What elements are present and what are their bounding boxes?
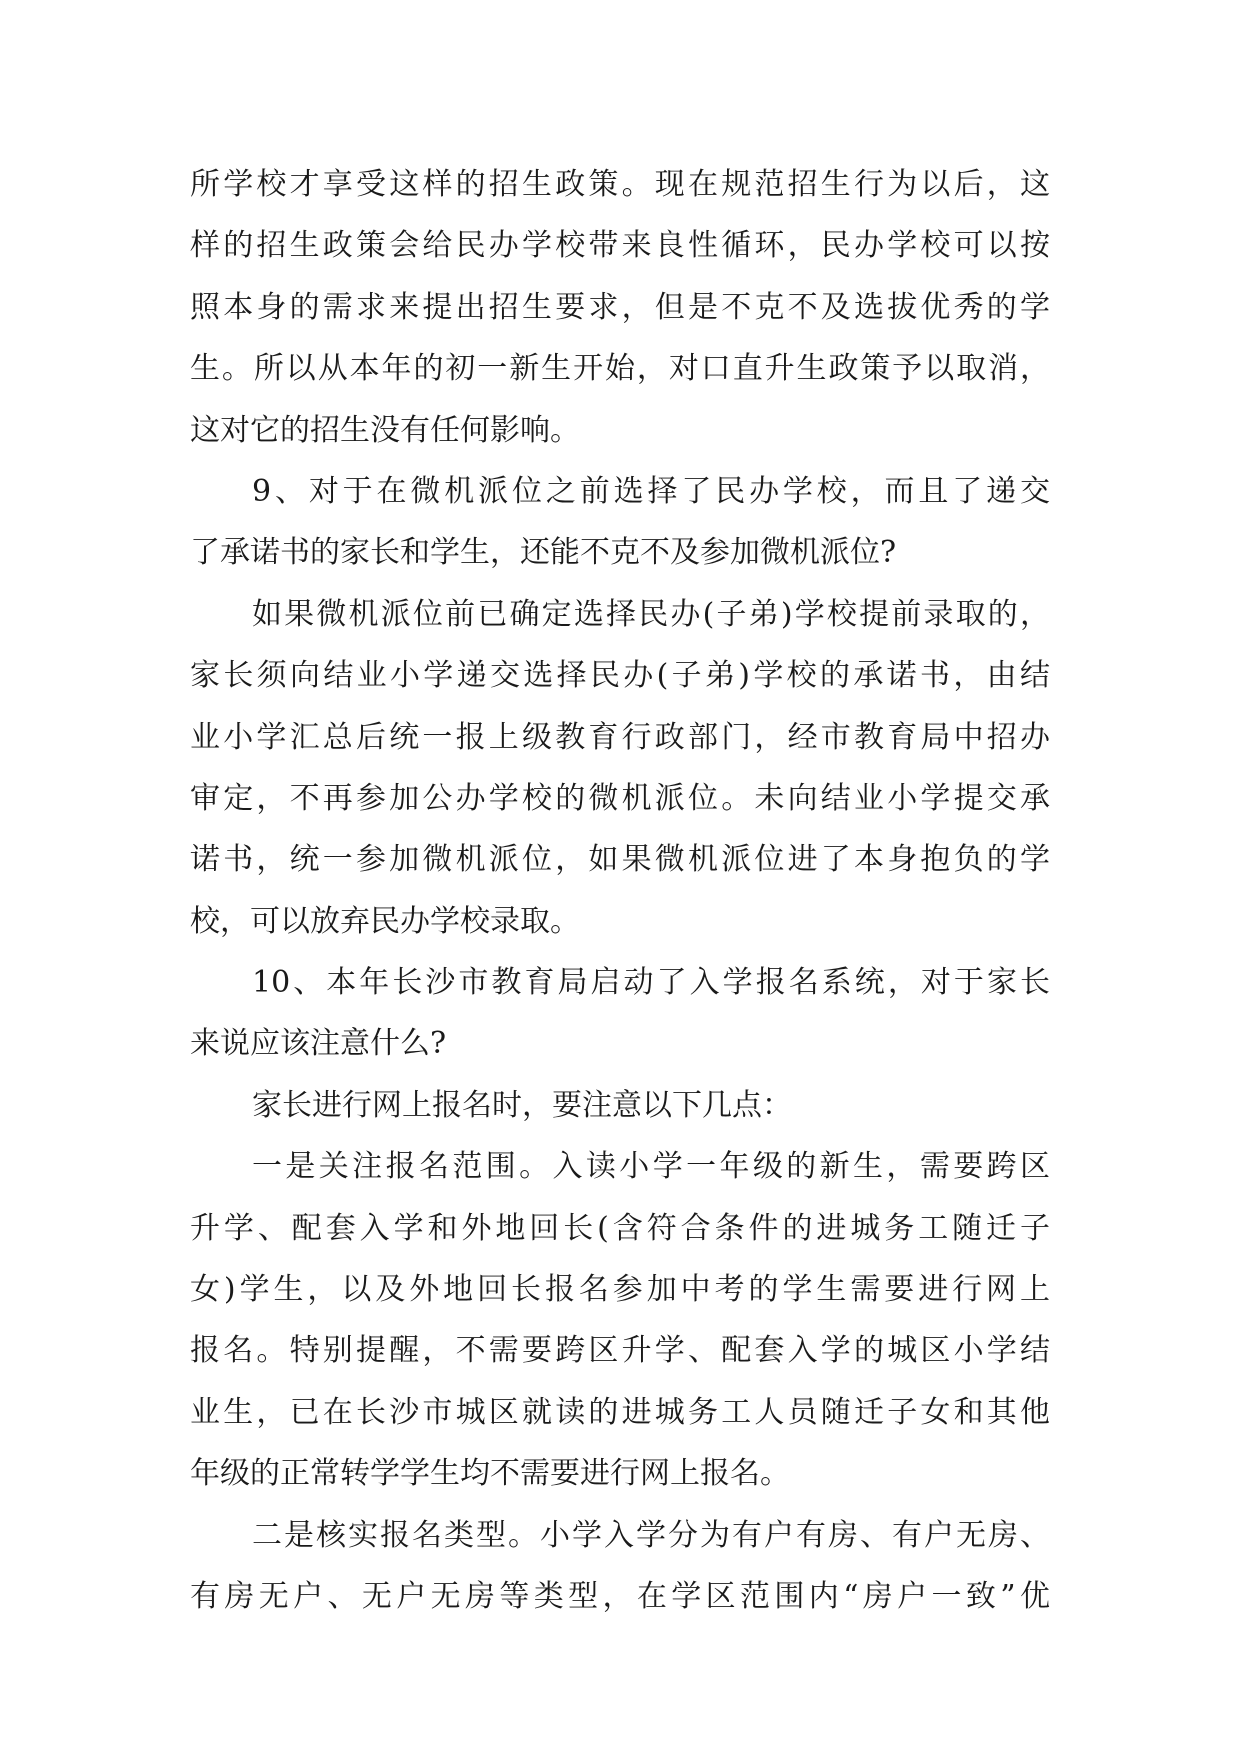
text-line: 如果微机派位前已确定选择民办(子弟)学校提前录取的，	[252, 596, 1050, 632]
body-text	[190, 154, 1050, 1627]
text-line: 女)学生，以及外地回长报名参加中考的学生需要进行网上	[190, 1272, 1050, 1308]
text-line: 二是核实报名类型。小学入学分为有户有房、有户无房、	[252, 1517, 1050, 1553]
text-line: 样的招生政策会给民办学校带来良性循环，民办学校可以按	[190, 228, 1050, 264]
text-line: 来说应该注意什么?	[190, 1026, 447, 1062]
text-line: 有房无户、无户无房等类型，在学区范围内“房户一致”优	[190, 1578, 1050, 1614]
text-line: 校，可以放弃民办学校录取。	[190, 903, 580, 939]
text-line: 家长进行网上报名时，要注意以下几点：	[252, 1087, 792, 1123]
text-line: 诺书，统一参加微机派位，如果微机派位进了本身抱负的学	[190, 842, 1050, 878]
text-line: 升学、配套入学和外地回长(含符合条件的进城务工随迁子	[190, 1210, 1050, 1246]
text-line: 业小学汇总后统一报上级教育行政部门，经市教育局中招办	[190, 719, 1050, 755]
text-line: 业生，已在长沙市城区就读的进城务工人员随迁子女和其他	[190, 1394, 1050, 1430]
text-line: 所学校才享受这样的招生政策。现在规范招生行为以后，这	[190, 167, 1050, 202]
text-line: 年级的正常转学学生均不需要进行网上报名。	[190, 1456, 790, 1492]
text-line: 了承诺书的家长和学生，还能不克不及参加微机派位?	[190, 535, 897, 571]
text-line: 9、对于在微机派位之前选择了民办学校，而且了递交	[252, 473, 1050, 509]
text-line: 报名。特别提醒，不需要跨区升学、配套入学的城区小学结	[190, 1333, 1050, 1369]
text-line: 家长须向结业小学递交选择民办(子弟)学校的承诺书，由结	[190, 658, 1050, 694]
text-line: 审定，不再参加公办学校的微机派位。未向结业小学提交承	[190, 780, 1050, 816]
text-line: 一是关注报名范围。入读小学一年级的新生，需要跨区	[252, 1149, 1050, 1185]
text-line: 这对它的招生没有任何影响。	[190, 412, 580, 448]
text-line: 生。所以从本年的初一新生开始，对口直升生政策予以取消，	[190, 351, 1050, 387]
text-line: 照本身的需求来提出招生要求，但是不克不及选拔优秀的学	[190, 289, 1050, 325]
text-line: 10、本年长沙市教育局启动了入学报名系统，对于家长	[252, 965, 1050, 1001]
